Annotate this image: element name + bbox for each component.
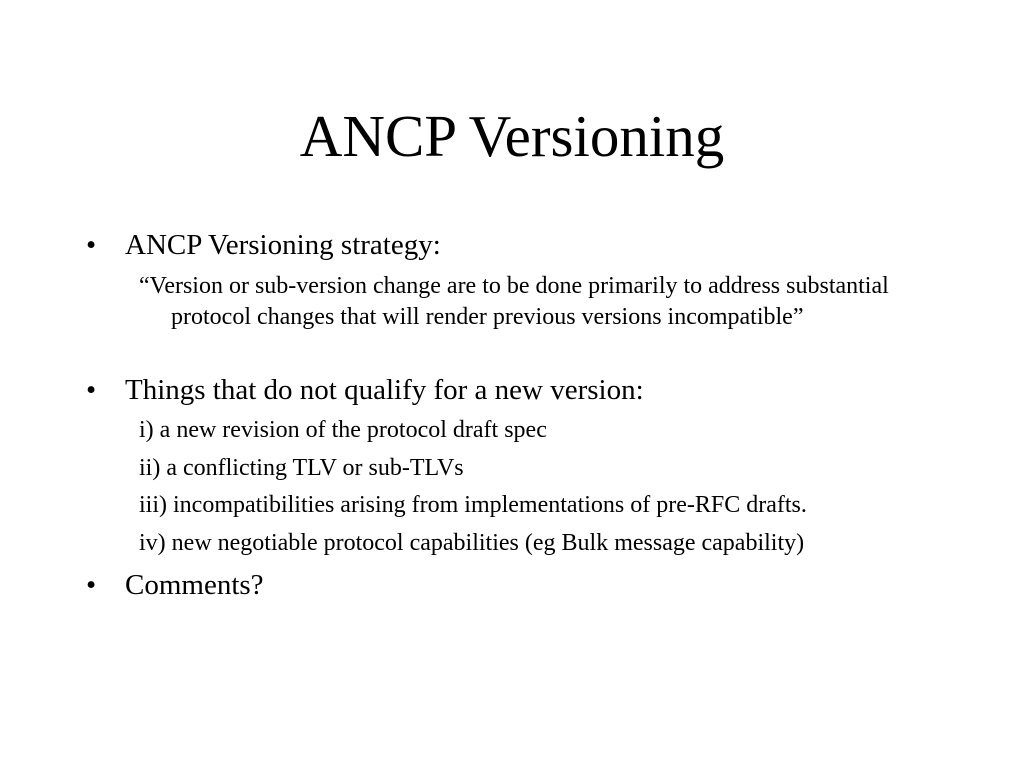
slide-title: ANCP Versioning: [299, 103, 725, 169]
bullet-mark: •: [86, 229, 97, 261]
sub-item-4: iv) new negotiable protocol capabilities (eg Bulk message capability): [139, 530, 805, 556]
sub-item-1: i) a new revision of the protocol draft spec: [139, 417, 547, 443]
sub-item-3: iii) incompatibilities arising from implementations of pre-RFC drafts.: [139, 492, 807, 518]
bullet-mark: •: [86, 374, 97, 406]
bullet-text: ANCP Versioning strategy:: [125, 229, 441, 261]
bullet-text: Comments?: [125, 569, 264, 601]
bullet-mark: •: [86, 569, 97, 601]
bullet-text: Things that do not qualify for a new version:: [125, 374, 644, 406]
sub-item-2: ii) a conflicting TLV or sub-TLVs: [139, 455, 464, 481]
strategy-quote: “Version or sub-version change are to be done primarily to address substantial protocol changes that will render previous versions incompatible”: [139, 273, 889, 330]
